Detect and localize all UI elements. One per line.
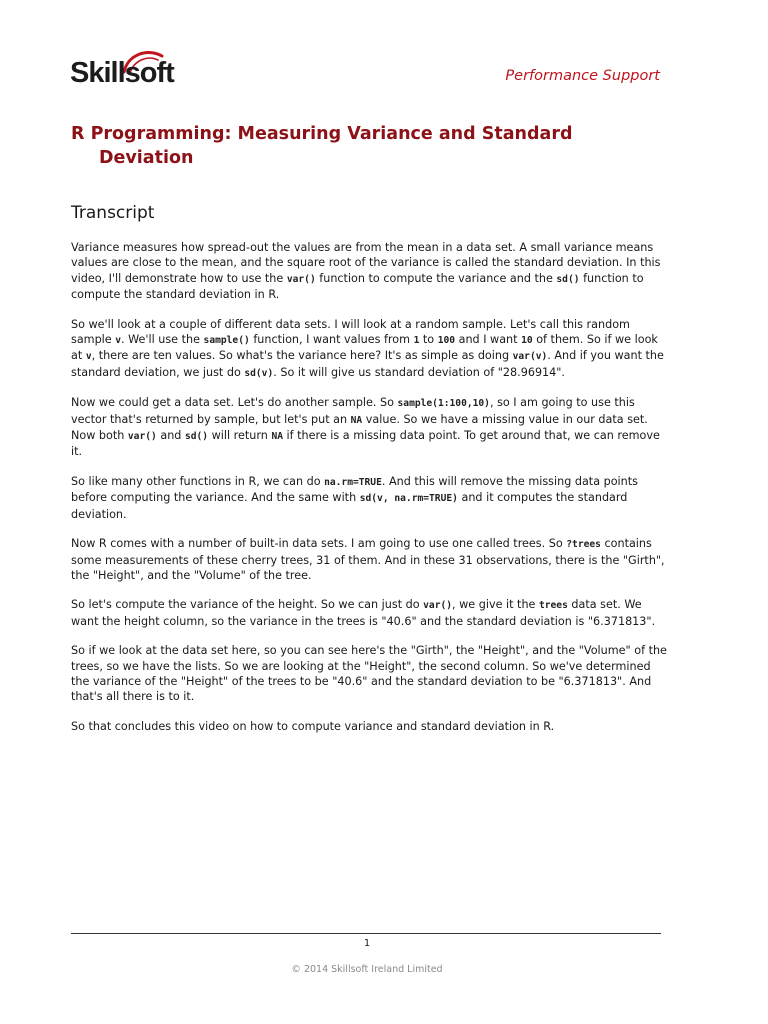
paragraph-text: Now R comes with a number of built-in data sets. I am going to use one called trees. So bbox=[71, 537, 567, 551]
paragraph-text: contains some measurements of these cherry trees, 31 of them. And in these 31 observations, there is the "Girth", the "Height", and the "Volume" of the tree. bbox=[71, 537, 665, 582]
transcript-paragraph bbox=[71, 643, 671, 705]
paragraph-text: . And this will remove the missing data points before computing the variance. And the same with bbox=[71, 474, 638, 505]
paragraph-text: and it computes the standard deviation. bbox=[71, 491, 628, 521]
paragraph-text: function to compute the variance and the bbox=[315, 271, 557, 285]
performance-support-tagline: Performance Support bbox=[505, 68, 660, 84]
paragraph-text: will return bbox=[208, 429, 272, 443]
paragraph-text: value. So we have a missing value in our data set. Now both bbox=[71, 412, 648, 443]
paragraph-text: So that concludes this video on how to compute variance and standard deviation in R. bbox=[71, 719, 555, 733]
inline-code: var() bbox=[423, 600, 453, 612]
footer-divider bbox=[71, 933, 661, 934]
paragraph-text: , there are ten values. So what's the variance here? It's as simple as doing bbox=[91, 349, 513, 363]
title-line-1: R Programming: Measuring Variance and Standard bbox=[71, 124, 573, 144]
inline-code: sample() bbox=[203, 335, 250, 347]
transcript-paragraph bbox=[71, 395, 671, 460]
paragraph-text: if there is a missing data point. To get around that, we can remove it. bbox=[71, 429, 660, 459]
inline-code: NA bbox=[271, 431, 283, 443]
inline-code: trees bbox=[538, 600, 568, 612]
inline-code: sd(v, na.rm=TRUE) bbox=[359, 493, 458, 505]
inline-code: sd() bbox=[184, 431, 209, 443]
paragraph-text: . And if you want the standard deviation, we just do bbox=[71, 349, 664, 379]
paragraph-text: to bbox=[419, 333, 438, 347]
inline-code: var() bbox=[286, 273, 316, 285]
transcript-paragraph bbox=[71, 317, 671, 382]
inline-code: sd(v) bbox=[244, 367, 274, 379]
inline-code: na.rm=TRUE bbox=[324, 476, 382, 488]
transcript-paragraph bbox=[71, 597, 671, 629]
paragraph-text: So let's compute the variance of the height. So we can just do bbox=[71, 598, 424, 612]
transcript-paragraph bbox=[71, 240, 671, 303]
paragraph-text: So we'll look at a couple of different data sets. I will look at a random sample. Let's call this random sample bbox=[71, 317, 630, 347]
paragraph-text: function to compute the standard deviation in R. bbox=[71, 271, 644, 302]
logo-text: Skillsoft bbox=[70, 57, 174, 89]
inline-code: 10 bbox=[521, 335, 533, 347]
inline-code: sd() bbox=[556, 273, 580, 285]
inline-code: 1 bbox=[413, 335, 420, 347]
paragraph-text: function, I want values from bbox=[249, 333, 414, 347]
transcript-paragraph bbox=[71, 474, 671, 522]
paragraph-text: So if we look at the data set here, so you can see here's the "Girth", the "Height", and the "Volume" of the trees, so we have the lists. So we are looking at the "Height", the second column. So we've determined the variance of the "Height" of the trees to be "40.6" and the standard deviation to be "6.371813". And that's all there is to it. bbox=[71, 644, 667, 704]
inline-code: NA bbox=[350, 414, 363, 426]
section-heading: Transcript bbox=[71, 203, 155, 223]
inline-code: ?trees bbox=[566, 539, 601, 551]
paragraph-text: . We'll use the bbox=[121, 333, 204, 347]
paragraph-text: , so I am going to use this vector that's returned by sample, but let's put an bbox=[71, 396, 635, 426]
paragraph-text: Variance measures how spread-out the values are from the mean in a data set. A small variance means values are close to the mean, and the square root of the variance is called the standard deviation. In this video, I'll demonstrate how to use the bbox=[71, 241, 661, 285]
paragraph-text: and I want bbox=[455, 333, 522, 347]
paragraph-text: Now we could get a data set. Let's do another sample. So bbox=[71, 396, 398, 410]
page-number: 1 bbox=[363, 938, 371, 949]
inline-code: v bbox=[115, 335, 122, 347]
transcript-body bbox=[71, 240, 671, 748]
inline-code: 100 bbox=[437, 335, 456, 347]
inline-code: sample(1:100,10) bbox=[397, 398, 490, 410]
paragraph-text: So like many other functions in R, we can do bbox=[71, 474, 325, 488]
paragraph-text: . So it will give us standard deviation of "28.96914". bbox=[273, 365, 565, 379]
paragraph-text: and bbox=[156, 429, 185, 443]
copyright-notice: © 2014 Skillsoft Ireland Limited bbox=[291, 964, 443, 975]
skillsoft-logo bbox=[70, 46, 186, 92]
inline-code: var(v) bbox=[512, 351, 548, 363]
transcript-paragraph bbox=[71, 719, 671, 734]
title-line-2: Deviation bbox=[99, 148, 194, 168]
paragraph-text: of them. So if we look at bbox=[71, 333, 658, 363]
document-title bbox=[71, 122, 631, 170]
inline-code: v bbox=[85, 351, 92, 363]
paragraph-text: , we give it the bbox=[452, 598, 539, 612]
inline-code: var() bbox=[127, 431, 157, 443]
paragraph-text: data set. We want the height column, so the variance in the trees is "40.6" and the standard deviation is "6.371813". bbox=[71, 598, 656, 628]
transcript-paragraph bbox=[71, 536, 671, 583]
